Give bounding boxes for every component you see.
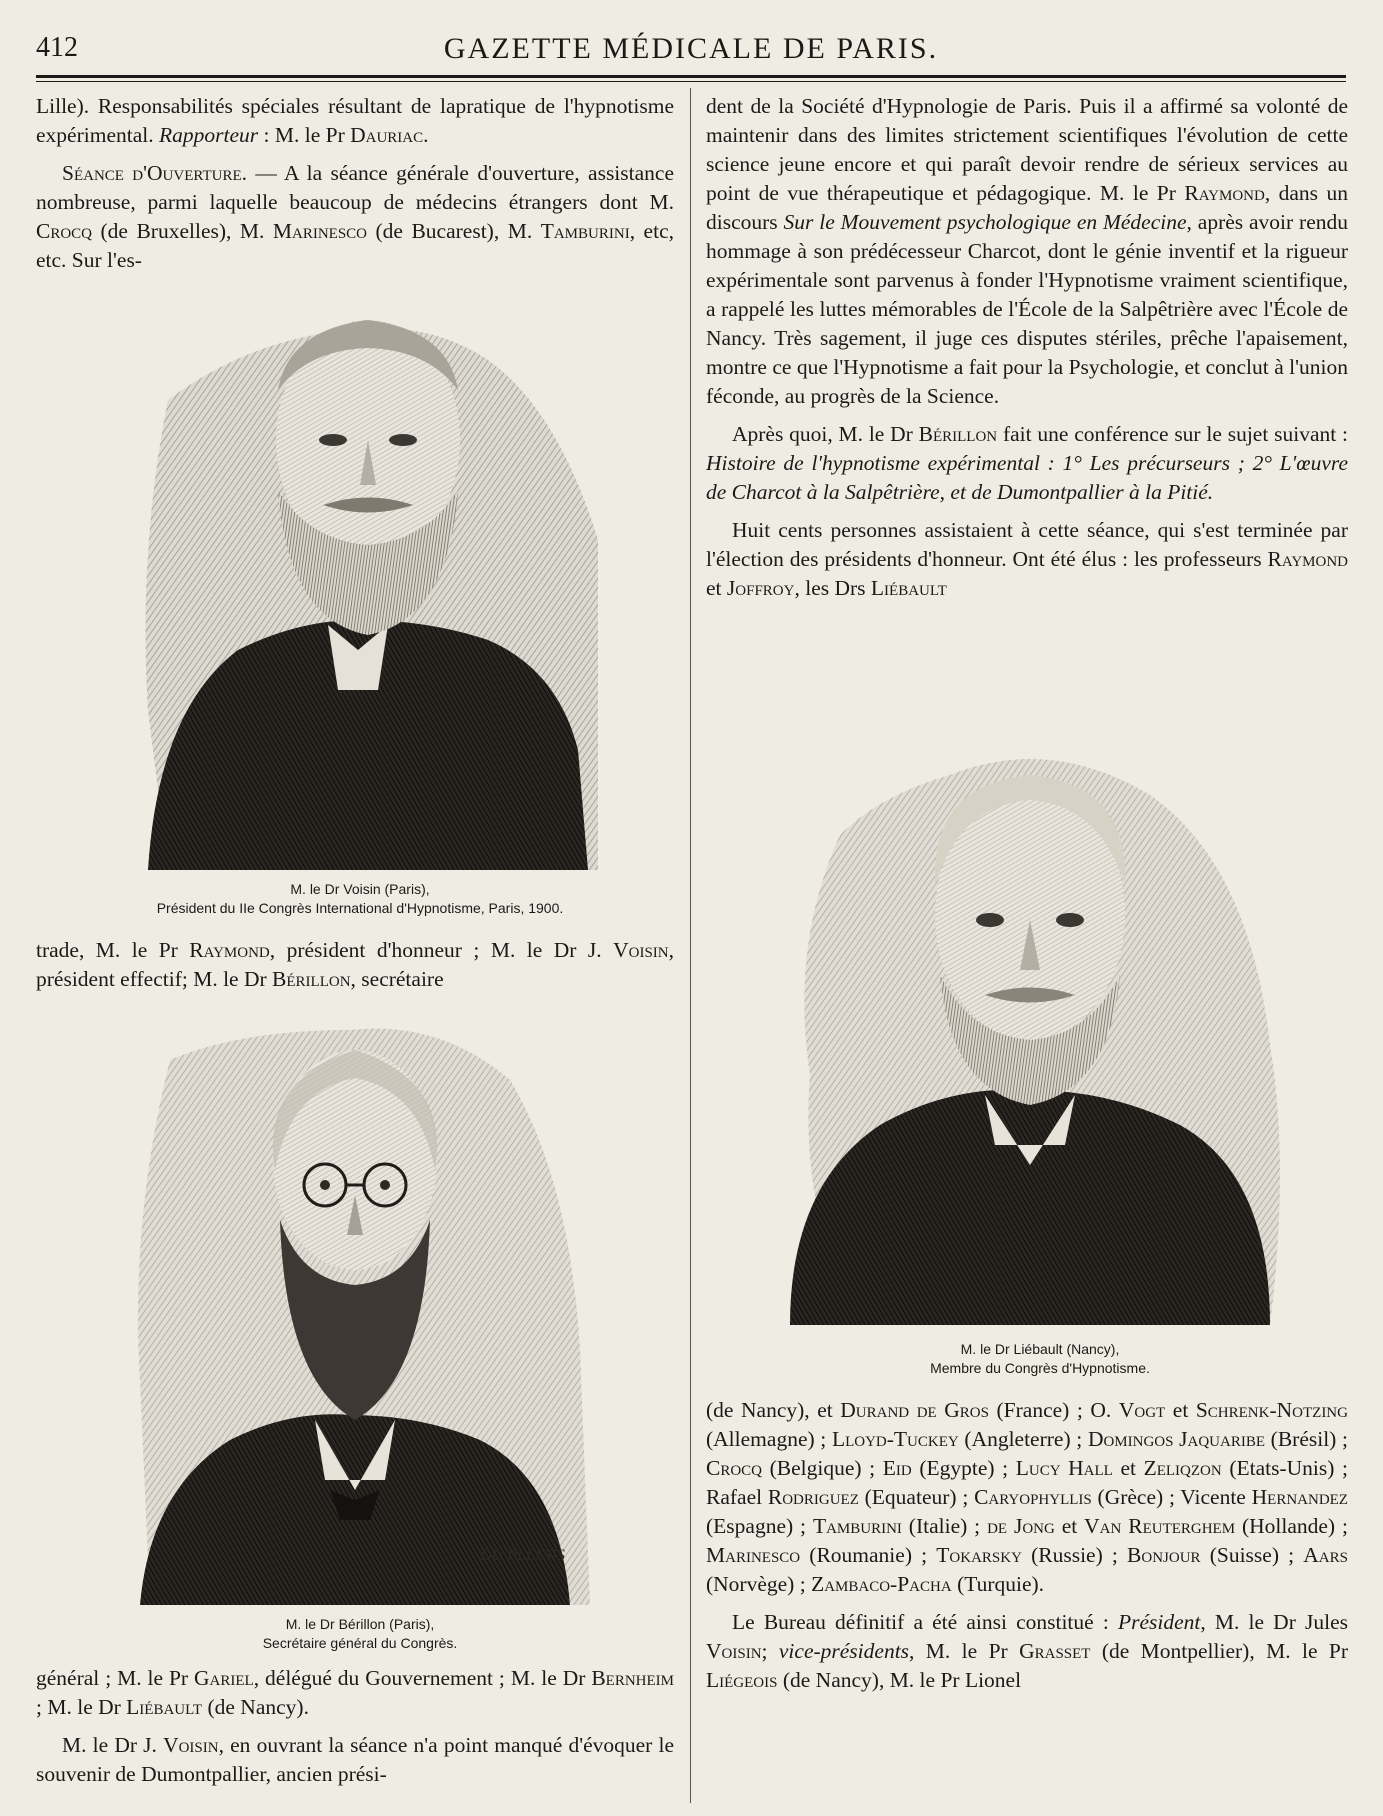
caption-line: M. le Dr Bérillon (Paris), xyxy=(285,1616,435,1632)
engraving-voisin xyxy=(128,290,598,870)
caption-line: M. le Dr Voisin (Paris), xyxy=(290,881,430,897)
left-column-bottom xyxy=(36,1664,674,1789)
paragraph: (de Nancy), et Durand de Gros (France) ; O. Vogt et Schrenk-Notzing (Allemagne) ; Lloyd-Tuckey (Angleterre) ; Domingos Jaquaribe (Brésil) ; Crocq (Belgique) ; Eid (Egypte) ; Lucy Hall et Zeliqzon (Etats-Unis) ; Rafael Rodriguez (Equateur) ; Caryophyllis (Grèce) ; Vicente Hernandez (Espagne) ; Tamburini (Italie) ; de Jong et Van Reuterghem (Hollande) ; Marinesco (Roumanie) ; Tokarsky (Russie) ; Bonjour (Suisse) ; Aars (Norvège) ; Zambaco-Pacha (Turquie). xyxy=(706,1398,1348,1596)
engraver-signature: DU PLESSIS xyxy=(480,1547,565,1564)
caption-line: Président du IIe Congrès International d'Hypnotisme, Paris, 1900. xyxy=(156,900,564,916)
section-heading: Séance d'Ouverture. xyxy=(62,161,247,185)
paragraph: général ; M. le Pr Gariel, délégué du Gouvernement ; M. le Dr Bernheim ; M. le Dr Liébault (de Nancy). xyxy=(36,1666,674,1719)
caption-line: Secrétaire général du Congrès. xyxy=(262,1635,458,1651)
paragraph: Lille). Responsabilités spéciales résultant de lapratique de l'hypnotisme expérimental. Rapporteur : M. le Pr Dauriac. xyxy=(36,94,674,147)
paragraph: Séance d'Ouverture. — A la séance générale d'ouverture, assistance nombreuse, parmi laquelle beaucoup de médecins étrangers dont M. Crocq (de Bruxelles), M. Marinesco (de Bucarest), M. Tamburini, etc, etc. Sur l'es- xyxy=(36,161,674,272)
right-column-bottom xyxy=(706,1396,1348,1695)
paragraph: trade, M. le Pr Raymond, président d'honneur ; M. le Dr J. Voisin, président effectif; M. le Dr Bérillon, secrétaire xyxy=(36,938,674,991)
paragraph: Après quoi, M. le Dr Bérillon fait une conférence sur le sujet suivant : Histoire de l'hypnotisme expérimental : 1° Les précurseurs ; 2° L'œuvre de Charcot à la Salpêtrière, et de Dumontpallier à la Pitié. xyxy=(706,422,1348,504)
header-rule xyxy=(36,75,1346,78)
caption-berillon xyxy=(80,1615,640,1653)
engraving-berillon xyxy=(110,1020,600,1605)
portrait-liebault xyxy=(770,745,1290,1325)
journal-title: GAZETTE MÉDICALE DE PARIS. xyxy=(443,32,939,65)
paragraph: Le Bureau définitif a été ainsi constitué : Président, M. le Dr Jules Voisin; vice-présidents, M. le Pr Grasset (de Montpellier), M. le Pr Liégeois (de Nancy), M. le Pr Lionel xyxy=(706,1610,1348,1692)
left-column-middle xyxy=(36,936,674,994)
engraving-liebault xyxy=(770,745,1290,1325)
left-column-top xyxy=(36,92,674,275)
page-number: 412 xyxy=(36,32,78,63)
header-rule-thin xyxy=(36,81,1346,82)
caption-voisin xyxy=(80,880,640,918)
column-divider xyxy=(690,88,691,1803)
caption-liebault xyxy=(790,1340,1290,1378)
caption-line: Membre du Congrès d'Hypnotisme. xyxy=(930,1360,1150,1376)
paragraph: M. le Dr J. Voisin, en ouvrant la séance n'a point manqué d'évoquer le souvenir de Dumontpallier, ancien prési- xyxy=(36,1733,674,1786)
portrait-voisin xyxy=(128,290,598,870)
portrait-berillon xyxy=(110,1020,600,1605)
page-header xyxy=(36,28,1346,76)
caption-line: M. le Dr Liébault (Nancy), xyxy=(960,1341,1120,1357)
paragraph: dent de la Société d'Hypnologie de Paris. Puis il a affirmé sa volonté de maintenir dans des limites strictement scientifiques l'évolution de cette science jeune encore et qui paraît devoir rendre de sérieux services au point de vue thérapeutique et pédagogique. M. le Pr Raymond, dans un discours Sur le Mouvement psychologique en Médecine, après avoir rendu hommage à son prédécesseur Charcot, dont le génie inventif et la rigueur expérimentale sont parvenus à fonder l'Hypnotisme vraiment scientifique, a rappelé les luttes mémorables de l'École de la Salpêtrière avec l'École de Nancy. Très sagement, il juge ces disputes stériles, prêche l'apaisement, montre ce que l'Hypnotisme a fait pour la Psychologie, et conclut à l'union féconde, au progrès de la Science. xyxy=(706,94,1348,408)
paragraph: Huit cents personnes assistaient à cette séance, qui s'est terminée par l'élection des présidents d'honneur. Ont été élus : les professeurs Raymond et Joffroy, les Drs Liébault xyxy=(706,518,1348,600)
right-column-top xyxy=(706,92,1348,603)
